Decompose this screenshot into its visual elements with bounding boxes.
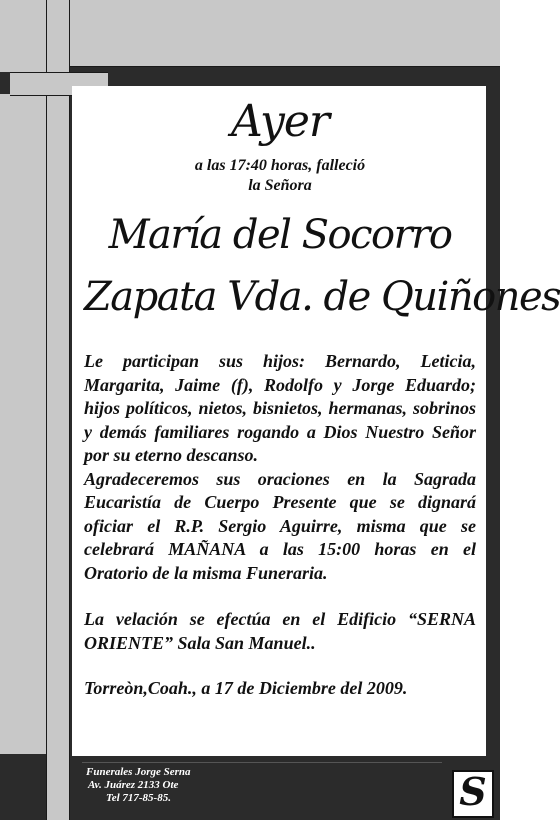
- time-line: a las 17:40 horas, falleció: [194, 157, 366, 174]
- deceased-name-line2: Zapata Vda. de Quiñones: [84, 274, 560, 320]
- funeral-home-name: Funerales Jorge Serna: [86, 766, 191, 778]
- left-band-decoration: [0, 0, 46, 72]
- mass-paragraph: Agradeceremos sus oraciones en la Sagrada Eucaristía de Cuerpo Presente que se dignará oficiar el R.P. Sergio Aguirre, misma que se celebrará MAÑANA a las 15:00 horas en el Oratorio de la misma Funeraria.: [84, 468, 476, 583]
- deceased-name-line1: María del Socorro: [108, 212, 452, 258]
- footer-divider: [82, 762, 442, 763]
- place-date: Torreòn,Coah., a 17 de Diciembre del 2009.: [84, 678, 408, 698]
- funeral-home-info: [82, 766, 282, 805]
- family-paragraph: Le participan sus hijos: Bernardo, Leticia, Margarita, Jaime (f), Rodolfo y Jorge Eduardo; hijos políticos, nietos, bisnietos, hermanas, sobrinos y demás familiares rogando a Dios Nuestro Señor por su eterno descanso.: [84, 351, 476, 465]
- paragraph-spacer: [84, 585, 476, 608]
- title-line: la Señora: [248, 177, 312, 194]
- funeral-home-address: Av. Juárez 2133 Ote: [88, 779, 179, 791]
- logo-letter: S: [459, 769, 487, 814]
- top-band-decoration: [70, 0, 500, 67]
- headline: Ayer: [231, 96, 329, 147]
- funeral-home-logo-icon: [452, 770, 494, 818]
- cross-vertical-icon: [46, 0, 70, 820]
- funeral-home-phone: Tel 717-85-85.: [106, 792, 171, 804]
- wake-paragraph: La velación se efectúa en el Edificio “SERNA ORIENTE” Sala San Manuel..: [84, 609, 476, 653]
- left-band-lower-decoration: [0, 94, 46, 754]
- obituary-content: [84, 96, 560, 756]
